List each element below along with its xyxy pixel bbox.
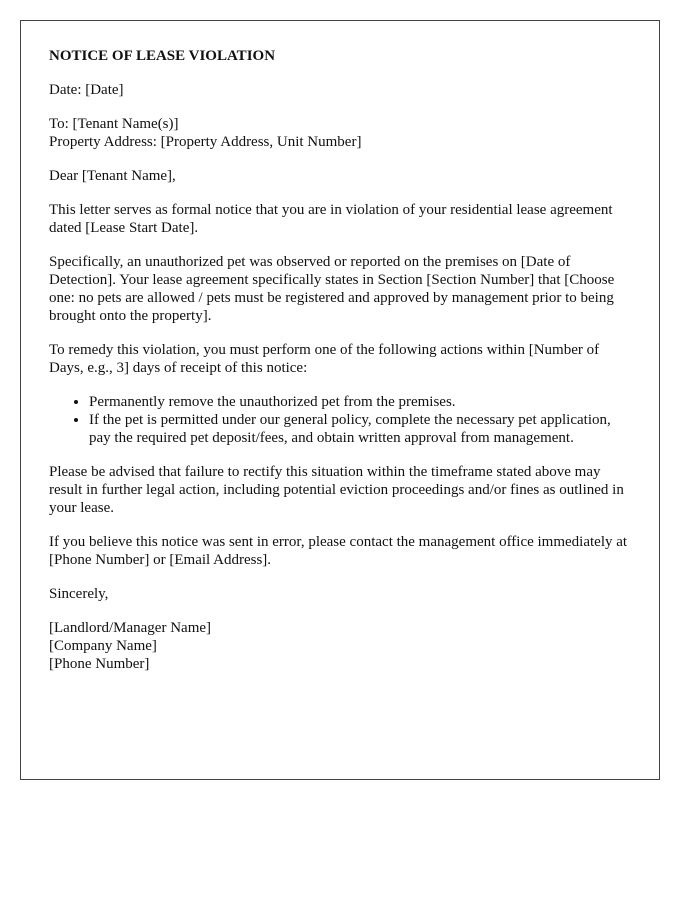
recipient-block — [49, 115, 631, 151]
paragraph-notice: This letter serves as formal notice that you are in violation of your residential lease agreement dated [Lease Start Date]. — [49, 202, 613, 236]
to-line: To: [Tenant Name(s)] — [49, 116, 179, 132]
action-item: • If the pet is permitted under our general policy, complete the necessary pet application, pay the required pet deposit/fees, and obtain written approval from management. — [89, 411, 631, 447]
salutation: Dear [Tenant Name], — [49, 168, 176, 184]
actions-list — [49, 393, 631, 447]
date-line: Date: [Date] — [49, 82, 124, 98]
paragraph-violation: Specifically, an unauthorized pet was observed or reported on the premises on [Date of Detection]. Your lease agreement specifically states in Section [Section Number] that [Choose one: no pets are allowed / pets must be registered and approved by management prior to being brought onto the property]. — [49, 254, 615, 324]
document-title: NOTICE OF LEASE VIOLATION — [49, 48, 276, 64]
paragraph-contact: If you believe this notice was sent in error, please contact the management office immediately at [Phone Number] or [Email Address]. — [49, 534, 628, 568]
paragraph-warning: Please be advised that failure to rectify this situation within the timeframe stated above may result in further legal action, including potential eviction proceedings and/or fines as outlined in your lease. — [49, 464, 624, 516]
signature-block — [49, 619, 631, 673]
signature-phone: [Phone Number] — [49, 656, 150, 672]
address-line: Property Address: [Property Address, Unit Number] — [49, 134, 362, 150]
signature-company: [Company Name] — [49, 638, 157, 654]
letter-page — [20, 20, 660, 780]
paragraph-remedy: To remedy this violation, you must perform one of the following actions within [Number of Days, e.g., 3] days of receipt of this notice: — [49, 342, 600, 376]
action-item: • Permanently remove the unauthorized pet from the premises. — [89, 393, 631, 411]
signature-name: [Landlord/Manager Name] — [49, 620, 212, 636]
closing: Sincerely, — [49, 586, 109, 602]
